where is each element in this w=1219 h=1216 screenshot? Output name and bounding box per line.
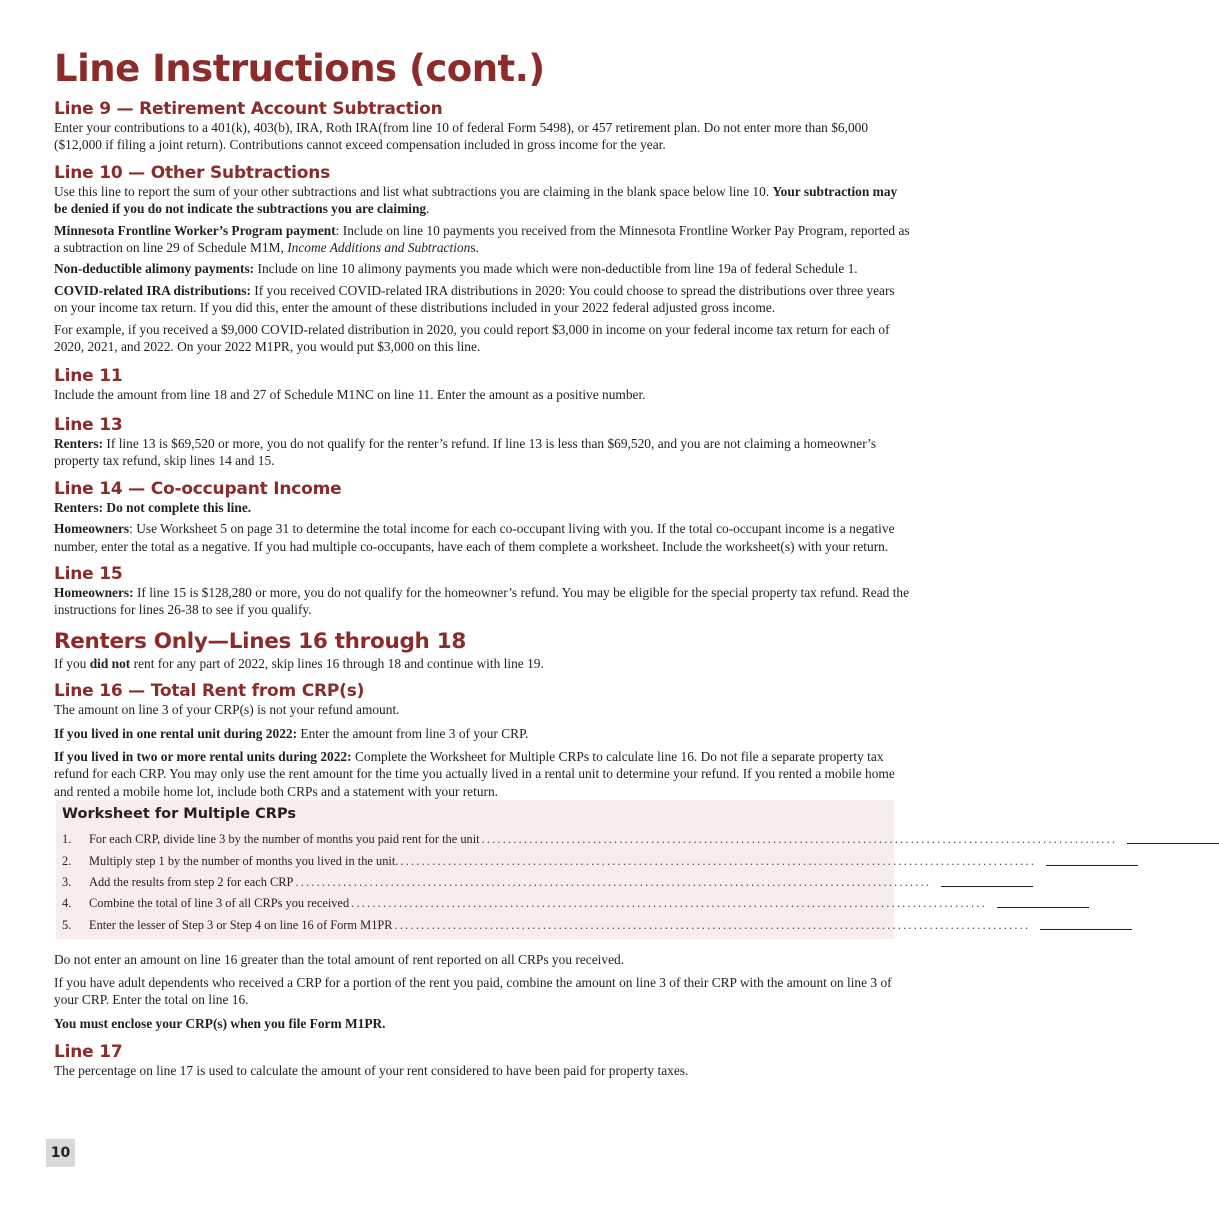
worksheet-step-text: For each CRP, divide line 3 by the number of months you paid rent for the unit bbox=[89, 832, 480, 847]
frontline-label: Minnesota Frontline Worker’s Program payment bbox=[54, 222, 336, 238]
line-15-body bbox=[54, 584, 910, 619]
line-16-enclose-note: You must enclose your CRP(s) when you file Form M1PR. bbox=[54, 1015, 386, 1031]
worksheet-step-number: 3. bbox=[62, 875, 72, 890]
worksheet-step-number: 1. bbox=[62, 832, 72, 847]
line-15-label: Homeowners: bbox=[54, 584, 134, 600]
frontline-text: : Include on line 10 payments you received from the Minnesota Frontline Worker Pay Program, reported as a subtraction on line 29 of Schedule M1M, bbox=[54, 222, 910, 256]
worksheet-step-number: 2. bbox=[62, 853, 72, 868]
worksheet-step bbox=[56, 826, 1118, 847]
worksheet-step bbox=[56, 847, 1037, 868]
worksheet-step-text: Multiply step 1 by the number of months you lived in the unit. bbox=[89, 853, 399, 868]
frontline-schedule-title: Income Additions and Subtraction bbox=[287, 240, 471, 256]
covid-text: If you received COVID-related IRA distributions in 2020: You could choose to spread the distributions over three years on your income tax return. If you did this, enter the amount of these distributions included in your 2022 federal adjusted gross income. bbox=[54, 282, 895, 316]
section-line-15 bbox=[54, 564, 910, 619]
section-line-9 bbox=[54, 99, 910, 154]
line-16-one-unit-label: If you lived in one rental unit during 2022: bbox=[54, 725, 298, 741]
alimony-paragraph bbox=[54, 260, 910, 277]
line-14-homeowners bbox=[54, 520, 910, 555]
worksheet-answer-blank[interactable] bbox=[1046, 852, 1138, 866]
line-15-text: If line 15 is $128,280 or more, you do not qualify for the homeowner’s refund. You may be eligible for the special property tax refund. Read the instructions for lines 26-38 to see if you qualify. bbox=[54, 584, 910, 618]
line-10-intro-text: Use this line to report the sum of your other subtractions and list what subtractions you are claiming in the blank space below line 10. bbox=[54, 183, 773, 199]
line-16-heading: Line 16 — Total Rent from CRP(s) bbox=[54, 681, 365, 702]
line-16-after-3 bbox=[54, 1015, 910, 1032]
line-13-label: Renters: bbox=[54, 435, 104, 451]
worksheet-dot-leader: ........................................................................................................................ bbox=[351, 896, 987, 911]
line-14-renters bbox=[54, 499, 910, 516]
worksheet-dot-leader: ........................................................................................................................ bbox=[400, 853, 1037, 868]
frontline-end: s. bbox=[470, 240, 479, 256]
renters-only-pre: If you bbox=[54, 655, 90, 671]
line-17-body: The percentage on line 17 is used to calculate the amount of your rent considered to have been paid for property taxes. bbox=[54, 1063, 689, 1079]
worksheet-answer-blank[interactable] bbox=[941, 873, 1033, 887]
line-10-intro-end: . bbox=[426, 201, 430, 217]
renters-only-emphasis: did not bbox=[89, 655, 131, 671]
line-13-body bbox=[54, 435, 910, 470]
line-16-after-2: If you have adult dependents who received a CRP for a portion of the rent you paid, combine the amount on line 3 of their CRP with the amount on line 3 of your CRP. Enter the total on line 16. bbox=[54, 975, 892, 1008]
worksheet-step bbox=[56, 869, 932, 890]
worksheet-multiple-crps bbox=[56, 800, 1118, 938]
page-content bbox=[54, 0, 1118, 1080]
renters-only-heading: Renters Only—Lines 16 through 18 bbox=[54, 628, 467, 654]
line-15-heading: Line 15 bbox=[54, 563, 123, 584]
line-16-p1: The amount on line 3 of your CRP(s) is not your refund amount. bbox=[54, 702, 400, 718]
line-13-heading: Line 13 bbox=[54, 414, 123, 435]
line-16-one-unit-text: Enter the amount from line 3 of your CRP. bbox=[297, 725, 529, 741]
line-16-two-units bbox=[54, 748, 910, 800]
line-11-heading: Line 11 bbox=[54, 366, 123, 387]
worksheet-dot-leader: ........................................................................................................................ bbox=[295, 875, 932, 890]
line-14-homeowners-text: : Use Worksheet 5 on page 31 to determine the total income for each co-occupant living with you. If the total co-occupant income is a negative number, enter the total as a negative. If you had multiple co-occupants, have each of them complete a worksheet. Include the worksheet(s) with your return. bbox=[54, 521, 895, 554]
worksheet-step bbox=[56, 911, 1031, 932]
page-title: Line Instructions (cont.) bbox=[54, 47, 545, 90]
section-renters-only bbox=[54, 629, 910, 672]
section-line-13 bbox=[54, 415, 910, 470]
section-line-11 bbox=[54, 366, 910, 403]
section-line-14 bbox=[54, 479, 910, 555]
worksheet-dot-leader: ........................................................................................................................ bbox=[394, 917, 1031, 932]
alimony-label: Non-deductible alimony payments: bbox=[54, 261, 255, 277]
worksheet-step-number: 4. bbox=[62, 896, 72, 911]
worksheet-title: Worksheet for Multiple CRPs bbox=[62, 806, 296, 823]
renters-only-body bbox=[54, 655, 910, 672]
renters-only-post: rent for any part of 2022, skip lines 16 through 18 and continue with line 19. bbox=[130, 655, 544, 671]
covid-paragraph bbox=[54, 282, 910, 317]
covid-example: For example, if you received a $9,000 COVID-related distribution in 2020, you could report $3,000 in income on your federal income tax return for each of 2020, 2021, and 2022. On your 2022 M1PR, you would put $3,000 on this line. bbox=[54, 321, 890, 355]
worksheet-answer-blank[interactable] bbox=[997, 894, 1089, 908]
line-16-after-1: Do not enter an amount on line 16 greater than the total amount of rent reported on all CRPs you received. bbox=[54, 951, 625, 967]
alimony-text: Include on line 10 alimony payments you made which were non-deductible from line 19a of federal Schedule 1. bbox=[254, 261, 858, 277]
worksheet-step-text: Add the results from step 2 for each CRP bbox=[89, 875, 294, 890]
line-17-heading: Line 17 bbox=[54, 1042, 123, 1063]
worksheet-step-text: Enter the lesser of Step 3 or Step 4 on line 16 of Form M1PR bbox=[89, 917, 393, 932]
line-10-heading: Line 10 — Other Subtractions bbox=[54, 162, 331, 183]
line-14-heading: Line 14 — Co-occupant Income bbox=[54, 478, 342, 499]
worksheet-answer-blank[interactable] bbox=[1127, 830, 1219, 844]
line-9-heading: Line 9 — Retirement Account Subtraction bbox=[54, 99, 443, 119]
worksheet-rows bbox=[56, 826, 1118, 932]
line-14-homeowners-label: Homeowners bbox=[54, 521, 130, 537]
line-16-two-units-text: Complete the Worksheet for Multiple CRPs to calculate line 16. Do not file a separate property tax refund for each CRP. You may only use the rent amount for the time you actually lived in a rental unit to determine your refund. If you rented a mobile home and rented a mobile home lot, include both CRPs and a statement with your return. bbox=[54, 748, 895, 799]
section-line-17 bbox=[54, 1042, 910, 1079]
line-9-body: Enter your contributions to a 401(k), 403(b), IRA, Roth IRA(from line 10 of federal Form 5498), or 457 retirement plan. Do not enter more than $6,000 ($12,000 if filing a joint return). Contributions cannot exceed compensation included in gross income for the year. bbox=[54, 120, 869, 153]
worksheet-step-text: Combine the total of line 3 of all CRPs you received bbox=[89, 896, 350, 911]
worksheet-step-number: 5. bbox=[62, 917, 72, 932]
line-10-intro bbox=[54, 183, 910, 218]
line-16-one-unit bbox=[54, 725, 910, 742]
covid-label: COVID-related IRA distributions: bbox=[54, 282, 251, 298]
section-line-16 bbox=[54, 681, 1118, 1032]
frontline-paragraph bbox=[54, 222, 910, 257]
line-11-body: Include the amount from line 18 and 27 of Schedule M1NC on line 11. Enter the amount as a positive number. bbox=[54, 387, 646, 403]
page-number: 10 bbox=[46, 1139, 75, 1167]
worksheet-dot-leader: ........................................................................................................................ bbox=[481, 832, 1118, 847]
line-10-intro-warning: Your subtraction may be denied if you do not indicate the subtractions you are claiming bbox=[54, 183, 898, 217]
line-16-two-units-label: If you lived in two or more rental units during 2022: bbox=[54, 748, 352, 764]
line-14-renters-note: Renters: Do not complete this line. bbox=[54, 499, 252, 515]
worksheet-answer-blank[interactable] bbox=[1040, 916, 1132, 930]
line-13-text: If line 13 is $69,520 or more, you do not qualify for the renter’s refund. If line 13 is less than $69,520, and you are not claiming a homeowner’s property tax refund, skip lines 14 and 15. bbox=[54, 435, 877, 469]
section-line-10 bbox=[54, 163, 910, 356]
worksheet-step bbox=[56, 890, 987, 911]
